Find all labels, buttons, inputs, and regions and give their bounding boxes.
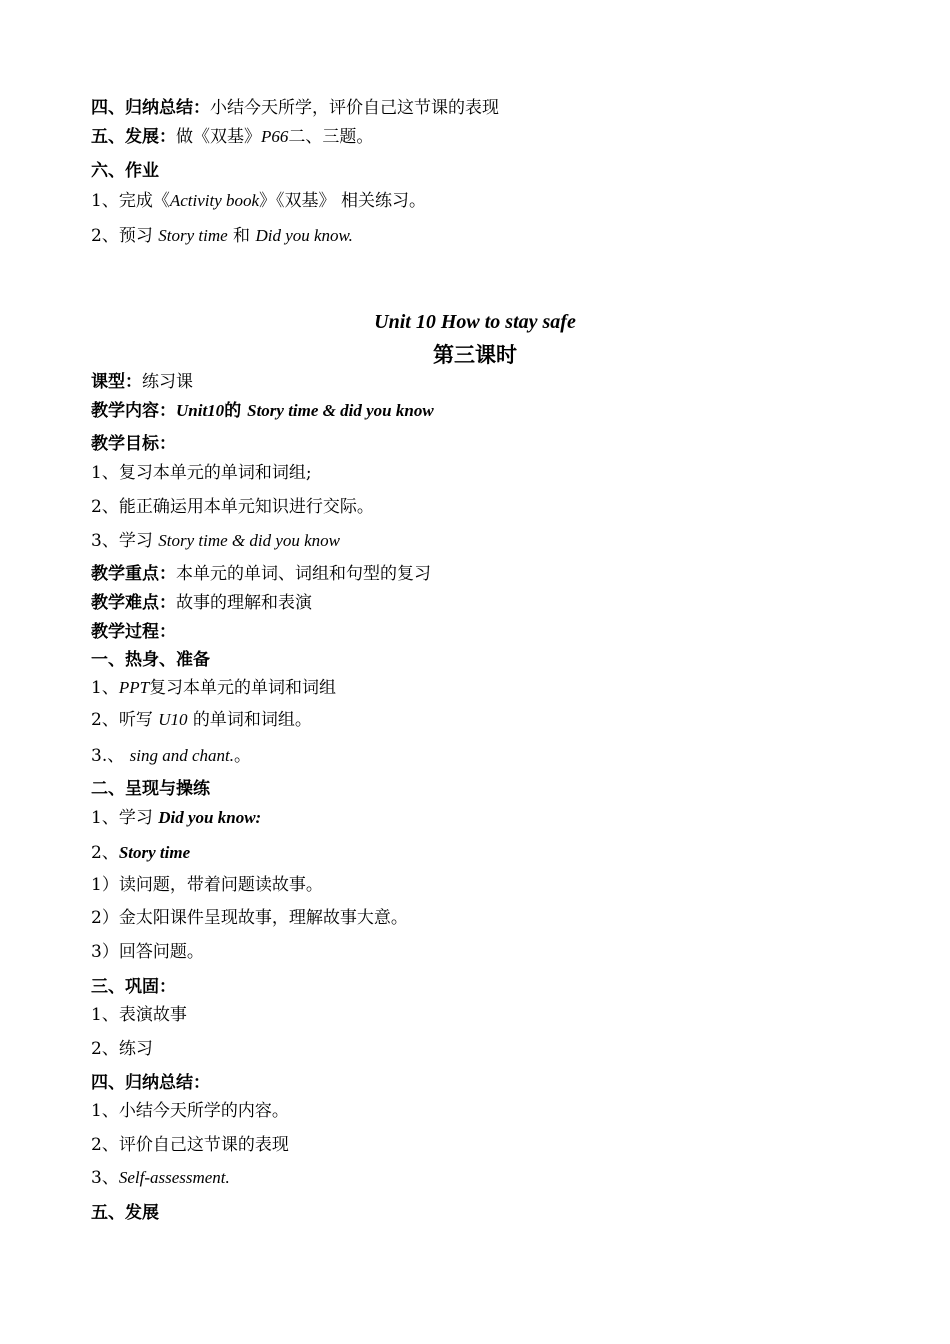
section-5-heading: 五、发展 — [91, 1203, 159, 1223]
did-you-know-label: Did you know: — [158, 808, 262, 827]
summary-heading: 四、归纳总结： — [91, 98, 210, 118]
development-text: 做《双基》 — [176, 127, 261, 147]
summary-line — [91, 97, 499, 119]
section-3-item-2: 2、练习 — [91, 1039, 153, 1059]
homework-item-1 — [91, 190, 426, 212]
section-3-item-1: 1、表演故事 — [91, 1005, 187, 1025]
section-2-step-3: 3）回答问题。 — [91, 942, 204, 962]
sing-and-chant-text: sing and chant. — [129, 746, 234, 765]
teaching-content-topic: Story time & did you know — [247, 401, 434, 420]
difficulties-text: 故事的理解和表演 — [176, 593, 312, 613]
activity-book-text: Activity book — [169, 191, 260, 210]
s1-item-1-text: 复习本单元的单词和词组 — [149, 678, 337, 698]
teaching-content-of: 的 — [224, 401, 248, 421]
teaching-content-unit: Unit10 — [176, 401, 225, 420]
section-1-heading: 一、热身、准备 — [91, 650, 210, 670]
lesson-type-text: 练习课 — [142, 372, 193, 392]
teaching-content-heading: 教学内容： — [91, 401, 176, 421]
section-4-item-1: 1、小结今天所学的内容。 — [91, 1101, 289, 1121]
lesson-title: 第三课时 — [433, 343, 517, 367]
homework-item-2-text: 2、预习 — [91, 226, 159, 246]
u10-text: U10 — [158, 710, 188, 729]
homework-item-1-text: 1、完成《 — [91, 191, 170, 211]
homework-heading: 六、作业 — [91, 161, 159, 181]
development-text-end: 二、三题。 — [288, 127, 374, 147]
section-2-step-1: 1）读问题，带着问题读故事。 — [91, 875, 323, 895]
section-1-item-3 — [91, 745, 251, 767]
s1-item-2-text: 2、听写 — [91, 710, 159, 730]
homework-item-1-text-end: 》《双基》 相关练习。 — [259, 191, 426, 211]
section-4-item-2: 2、评价自己这节课的表现 — [91, 1135, 289, 1155]
homework-item-2-and: 和 — [227, 226, 256, 246]
section-1-item-1 — [91, 677, 336, 699]
section-2-item-2 — [91, 842, 190, 864]
s1-item-2-text-end: 的单词和词组。 — [187, 710, 312, 730]
section-2-heading: 二、呈现与操练 — [91, 779, 210, 799]
section-3-heading: 三、巩固： — [91, 977, 176, 997]
key-points-line — [91, 563, 431, 585]
story-time-label: Story time — [118, 843, 191, 862]
s4-item-3-num: 3、 — [91, 1168, 119, 1188]
self-assessment-text: Self-assessment. — [118, 1168, 230, 1187]
section-4-item-3 — [91, 1167, 230, 1189]
summary-text: 小结今天所学，评价自己这节课的表现 — [210, 98, 499, 118]
key-points-heading: 教学重点： — [91, 564, 176, 584]
development-heading: 五、发展： — [91, 127, 176, 147]
did-you-know-text: Did you know. — [255, 226, 353, 245]
s1-item-3-num: 3.、 — [91, 746, 130, 766]
difficulties-heading: 教学难点： — [91, 593, 176, 613]
section-2-step-2: 2）金太阳课件呈现故事，理解故事大意。 — [91, 908, 408, 928]
key-points-text: 本单元的单词、词组和句型的复习 — [176, 564, 431, 584]
ppt-text: PPT — [118, 678, 150, 697]
goal-item-1: 1、复习本单元的单词和词组; — [91, 463, 312, 483]
homework-item-2 — [91, 225, 353, 247]
teaching-goals-heading: 教学目标： — [91, 434, 176, 454]
section-1-item-2 — [91, 709, 312, 731]
section-2-item-1 — [91, 807, 261, 829]
goal-item-3-topic: Story time & did you know — [158, 531, 341, 550]
unit-title: Unit 10 How to stay safe — [374, 311, 576, 333]
difficulties-line — [91, 592, 312, 614]
teaching-process-heading: 教学过程： — [91, 622, 176, 642]
development-line — [91, 126, 373, 148]
s2-item-1-text: 1、学习 — [91, 808, 159, 828]
goal-item-2: 2、能正确运用本单元知识进行交际。 — [91, 497, 374, 517]
goal-item-3-text: 3、学习 — [91, 531, 159, 551]
section-4-heading: 四、归纳总结： — [91, 1073, 210, 1093]
lesson-type-line — [91, 371, 193, 393]
goal-item-3 — [91, 530, 340, 552]
s1-item-1-num: 1、 — [91, 678, 119, 698]
lesson-type-heading: 课型： — [91, 372, 142, 392]
s1-item-3-end: 。 — [233, 746, 251, 766]
story-time-text: Story time — [158, 226, 228, 245]
s2-item-2-num: 2、 — [91, 843, 119, 863]
teaching-content-line — [91, 400, 434, 422]
development-page-ref: P66 — [261, 127, 289, 146]
